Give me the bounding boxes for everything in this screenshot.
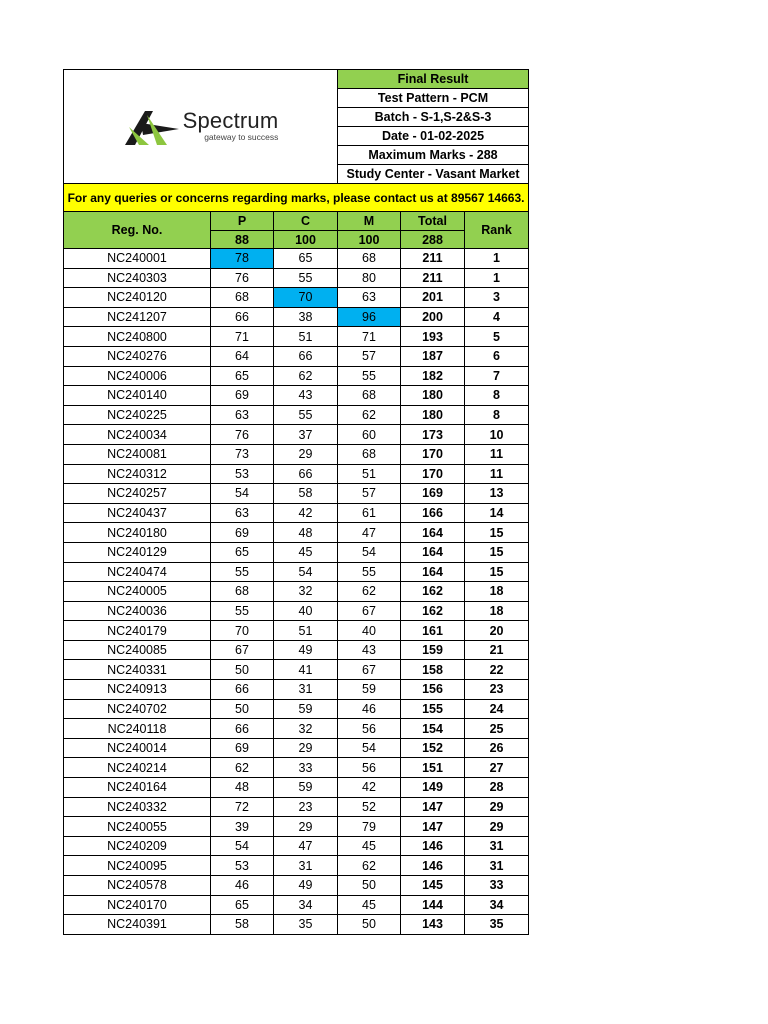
table-row <box>64 405 529 425</box>
maths-max: 100 <box>338 231 401 249</box>
rank-cell: 4 <box>465 307 529 327</box>
rank-cell: 15 <box>465 523 529 543</box>
rank-cell: 29 <box>465 797 529 817</box>
maths-cell: 67 <box>338 660 401 680</box>
physics-cell: 39 <box>211 817 274 837</box>
logo-area <box>64 70 338 184</box>
reg-no-cell: NC240001 <box>64 249 211 269</box>
study-center: Study Center - Vasant Market <box>338 165 529 184</box>
rank-cell: 11 <box>465 464 529 484</box>
physics-cell: 58 <box>211 915 274 935</box>
chemistry-cell: 40 <box>274 601 338 621</box>
total-cell: 180 <box>401 386 465 406</box>
maths-cell: 54 <box>338 738 401 758</box>
physics-cell: 76 <box>211 268 274 288</box>
reg-no-cell: NC240702 <box>64 699 211 719</box>
reg-no-cell: NC240913 <box>64 680 211 700</box>
reg-no-cell: NC240179 <box>64 621 211 641</box>
chemistry-cell: 34 <box>274 895 338 915</box>
chemistry-cell: 29 <box>274 444 338 464</box>
rank-cell: 8 <box>465 405 529 425</box>
total-cell: 154 <box>401 719 465 739</box>
col-total: Total <box>401 212 465 231</box>
total-cell: 152 <box>401 738 465 758</box>
rank-cell: 15 <box>465 542 529 562</box>
rank-cell: 22 <box>465 660 529 680</box>
chemistry-cell: 48 <box>274 523 338 543</box>
table-row <box>64 895 529 915</box>
rank-cell: 31 <box>465 856 529 876</box>
physics-cell: 66 <box>211 307 274 327</box>
total-cell: 211 <box>401 268 465 288</box>
table-row <box>64 542 529 562</box>
maths-cell: 40 <box>338 621 401 641</box>
test-pattern: Test Pattern - PCM <box>338 89 529 108</box>
table-row <box>64 876 529 896</box>
total-cell: 173 <box>401 425 465 445</box>
reg-no-cell: NC240312 <box>64 464 211 484</box>
reg-no-cell: NC240036 <box>64 601 211 621</box>
rank-cell: 11 <box>465 444 529 464</box>
table-row <box>64 621 529 641</box>
chemistry-cell: 37 <box>274 425 338 445</box>
physics-cell: 66 <box>211 719 274 739</box>
table-row <box>64 249 529 269</box>
chemistry-cell: 70 <box>274 288 338 308</box>
batch-info: Batch - S-1,S-2&S-3 <box>338 108 529 127</box>
reg-no-cell: NC240005 <box>64 582 211 602</box>
physics-cell: 63 <box>211 503 274 523</box>
col-rank: Rank <box>465 212 529 249</box>
rank-cell: 20 <box>465 621 529 641</box>
rank-cell: 29 <box>465 817 529 837</box>
rank-cell: 13 <box>465 484 529 504</box>
reg-no-cell: NC240332 <box>64 797 211 817</box>
col-chemistry: C <box>274 212 338 231</box>
total-cell: 164 <box>401 542 465 562</box>
maths-cell: 60 <box>338 425 401 445</box>
table-row <box>64 327 529 347</box>
header-block <box>64 70 529 249</box>
reg-no-cell: NC240170 <box>64 895 211 915</box>
maths-cell: 57 <box>338 346 401 366</box>
physics-cell: 62 <box>211 758 274 778</box>
table-row <box>64 288 529 308</box>
rank-cell: 21 <box>465 640 529 660</box>
result-sheet <box>63 69 528 935</box>
chemistry-cell: 49 <box>274 876 338 896</box>
total-cell: 147 <box>401 797 465 817</box>
rank-cell: 34 <box>465 895 529 915</box>
rank-cell: 1 <box>465 249 529 269</box>
maths-cell: 42 <box>338 778 401 798</box>
table-row <box>64 425 529 445</box>
physics-cell: 50 <box>211 699 274 719</box>
table-row <box>64 680 529 700</box>
reg-no-cell: NC240209 <box>64 836 211 856</box>
chemistry-cell: 62 <box>274 366 338 386</box>
table-row <box>64 464 529 484</box>
maths-cell: 67 <box>338 601 401 621</box>
total-cell: 149 <box>401 778 465 798</box>
reg-no-cell: NC240164 <box>64 778 211 798</box>
total-cell: 162 <box>401 582 465 602</box>
maths-cell: 46 <box>338 699 401 719</box>
test-date: Date - 01-02-2025 <box>338 127 529 146</box>
maths-cell: 55 <box>338 366 401 386</box>
chemistry-cell: 49 <box>274 640 338 660</box>
rank-cell: 7 <box>465 366 529 386</box>
physics-cell: 48 <box>211 778 274 798</box>
total-cell: 180 <box>401 405 465 425</box>
table-row <box>64 660 529 680</box>
physics-cell: 67 <box>211 640 274 660</box>
table-row <box>64 601 529 621</box>
table-row <box>64 386 529 406</box>
maths-cell: 56 <box>338 758 401 778</box>
table-row <box>64 366 529 386</box>
spectrum-mark-icon <box>123 105 181 149</box>
rank-cell: 18 <box>465 582 529 602</box>
table-row <box>64 699 529 719</box>
physics-cell: 54 <box>211 484 274 504</box>
physics-cell: 65 <box>211 895 274 915</box>
rank-cell: 33 <box>465 876 529 896</box>
physics-cell: 78 <box>211 249 274 269</box>
physics-cell: 69 <box>211 523 274 543</box>
maths-cell: 61 <box>338 503 401 523</box>
table-row <box>64 778 529 798</box>
rank-cell: 5 <box>465 327 529 347</box>
maths-cell: 80 <box>338 268 401 288</box>
table-row <box>64 562 529 582</box>
table-row <box>64 738 529 758</box>
maths-cell: 51 <box>338 464 401 484</box>
maths-cell: 96 <box>338 307 401 327</box>
table-row <box>64 797 529 817</box>
physics-cell: 68 <box>211 288 274 308</box>
chemistry-cell: 31 <box>274 856 338 876</box>
rank-cell: 27 <box>465 758 529 778</box>
total-cell: 164 <box>401 523 465 543</box>
chemistry-cell: 59 <box>274 778 338 798</box>
brand-tagline: gateway to success <box>204 132 279 142</box>
rank-cell: 25 <box>465 719 529 739</box>
table-row <box>64 758 529 778</box>
chemistry-cell: 51 <box>274 621 338 641</box>
rank-cell: 35 <box>465 915 529 935</box>
reg-no-cell: NC240474 <box>64 562 211 582</box>
rank-cell: 1 <box>465 268 529 288</box>
physics-cell: 70 <box>211 621 274 641</box>
physics-cell: 46 <box>211 876 274 896</box>
reg-no-cell: NC240120 <box>64 288 211 308</box>
total-cell: 170 <box>401 444 465 464</box>
physics-cell: 55 <box>211 601 274 621</box>
maths-cell: 50 <box>338 915 401 935</box>
total-cell: 156 <box>401 680 465 700</box>
chemistry-cell: 55 <box>274 405 338 425</box>
maths-cell: 43 <box>338 640 401 660</box>
physics-cell: 50 <box>211 660 274 680</box>
table-row <box>64 268 529 288</box>
physics-cell: 53 <box>211 856 274 876</box>
final-result-title: Final Result <box>338 70 529 89</box>
total-cell: 201 <box>401 288 465 308</box>
total-cell: 158 <box>401 660 465 680</box>
result-rows <box>64 249 529 935</box>
chemistry-cell: 33 <box>274 758 338 778</box>
maths-cell: 47 <box>338 523 401 543</box>
chemistry-cell: 59 <box>274 699 338 719</box>
maths-cell: 63 <box>338 288 401 308</box>
reg-no-cell: NC240225 <box>64 405 211 425</box>
total-cell: 143 <box>401 915 465 935</box>
table-row <box>64 836 529 856</box>
total-max: 288 <box>401 231 465 249</box>
rank-cell: 6 <box>465 346 529 366</box>
maths-cell: 59 <box>338 680 401 700</box>
maths-cell: 50 <box>338 876 401 896</box>
chemistry-cell: 45 <box>274 542 338 562</box>
physics-cell: 65 <box>211 542 274 562</box>
physics-cell: 69 <box>211 738 274 758</box>
reg-no-cell: NC240129 <box>64 542 211 562</box>
col-maths: M <box>338 212 401 231</box>
table-row <box>64 484 529 504</box>
chemistry-cell: 66 <box>274 464 338 484</box>
reg-no-cell: NC240180 <box>64 523 211 543</box>
rank-cell: 24 <box>465 699 529 719</box>
reg-no-cell: NC240578 <box>64 876 211 896</box>
reg-no-cell: NC240257 <box>64 484 211 504</box>
chemistry-cell: 32 <box>274 719 338 739</box>
physics-cell: 53 <box>211 464 274 484</box>
maths-cell: 55 <box>338 562 401 582</box>
rank-cell: 18 <box>465 601 529 621</box>
chemistry-cell: 66 <box>274 346 338 366</box>
physics-cell: 54 <box>211 836 274 856</box>
table-row <box>64 856 529 876</box>
chemistry-cell: 65 <box>274 249 338 269</box>
total-cell: 169 <box>401 484 465 504</box>
maths-cell: 62 <box>338 405 401 425</box>
total-cell: 146 <box>401 856 465 876</box>
reg-no-cell: NC240081 <box>64 444 211 464</box>
total-cell: 151 <box>401 758 465 778</box>
physics-cell: 64 <box>211 346 274 366</box>
total-cell: 162 <box>401 601 465 621</box>
reg-no-cell: NC240085 <box>64 640 211 660</box>
table-row <box>64 915 529 935</box>
reg-no-cell: NC240055 <box>64 817 211 837</box>
contact-notice: For any queries or concerns regarding marks, please contact us at 89567 14663. <box>64 184 529 212</box>
reg-no-cell: NC240331 <box>64 660 211 680</box>
chemistry-cell: 58 <box>274 484 338 504</box>
reg-no-cell: NC240118 <box>64 719 211 739</box>
physics-max: 88 <box>211 231 274 249</box>
physics-cell: 55 <box>211 562 274 582</box>
maths-cell: 68 <box>338 386 401 406</box>
chemistry-cell: 35 <box>274 915 338 935</box>
maths-cell: 45 <box>338 836 401 856</box>
reg-no-cell: NC240303 <box>64 268 211 288</box>
maths-cell: 57 <box>338 484 401 504</box>
table-row <box>64 817 529 837</box>
rank-cell: 10 <box>465 425 529 445</box>
chemistry-cell: 38 <box>274 307 338 327</box>
table-row <box>64 346 529 366</box>
rank-cell: 23 <box>465 680 529 700</box>
physics-cell: 71 <box>211 327 274 347</box>
rank-cell: 15 <box>465 562 529 582</box>
table-row <box>64 719 529 739</box>
table-row <box>64 307 529 327</box>
chemistry-cell: 32 <box>274 582 338 602</box>
maths-cell: 62 <box>338 856 401 876</box>
total-cell: 170 <box>401 464 465 484</box>
table-row <box>64 444 529 464</box>
result-table <box>63 69 529 935</box>
physics-cell: 73 <box>211 444 274 464</box>
chemistry-max: 100 <box>274 231 338 249</box>
chemistry-cell: 42 <box>274 503 338 523</box>
total-cell: 144 <box>401 895 465 915</box>
physics-cell: 65 <box>211 366 274 386</box>
physics-cell: 66 <box>211 680 274 700</box>
reg-no-cell: NC240391 <box>64 915 211 935</box>
chemistry-cell: 55 <box>274 268 338 288</box>
col-reg-no: Reg. No. <box>64 212 211 249</box>
physics-cell: 72 <box>211 797 274 817</box>
rank-cell: 3 <box>465 288 529 308</box>
total-cell: 211 <box>401 249 465 269</box>
total-cell: 200 <box>401 307 465 327</box>
maximum-marks: Maximum Marks - 288 <box>338 146 529 165</box>
total-cell: 187 <box>401 346 465 366</box>
reg-no-cell: NC240034 <box>64 425 211 445</box>
chemistry-cell: 54 <box>274 562 338 582</box>
physics-cell: 69 <box>211 386 274 406</box>
physics-cell: 63 <box>211 405 274 425</box>
total-cell: 159 <box>401 640 465 660</box>
chemistry-cell: 23 <box>274 797 338 817</box>
reg-no-cell: NC240095 <box>64 856 211 876</box>
reg-no-cell: NC240140 <box>64 386 211 406</box>
chemistry-cell: 47 <box>274 836 338 856</box>
reg-no-cell: NC240800 <box>64 327 211 347</box>
brand-name: Spectrum <box>182 108 279 133</box>
maths-cell: 71 <box>338 327 401 347</box>
rank-cell: 8 <box>465 386 529 406</box>
maths-cell: 68 <box>338 444 401 464</box>
total-cell: 155 <box>401 699 465 719</box>
table-row <box>64 582 529 602</box>
chemistry-cell: 31 <box>274 680 338 700</box>
table-row <box>64 503 529 523</box>
reg-no-cell: NC240006 <box>64 366 211 386</box>
maths-cell: 56 <box>338 719 401 739</box>
physics-cell: 76 <box>211 425 274 445</box>
total-cell: 182 <box>401 366 465 386</box>
rank-cell: 14 <box>465 503 529 523</box>
chemistry-cell: 51 <box>274 327 338 347</box>
total-cell: 166 <box>401 503 465 523</box>
maths-cell: 52 <box>338 797 401 817</box>
total-cell: 147 <box>401 817 465 837</box>
maths-cell: 68 <box>338 249 401 269</box>
spectrum-logo <box>64 105 337 149</box>
total-cell: 164 <box>401 562 465 582</box>
reg-no-cell: NC240214 <box>64 758 211 778</box>
total-cell: 161 <box>401 621 465 641</box>
total-cell: 145 <box>401 876 465 896</box>
physics-cell: 68 <box>211 582 274 602</box>
chemistry-cell: 43 <box>274 386 338 406</box>
maths-cell: 45 <box>338 895 401 915</box>
maths-cell: 54 <box>338 542 401 562</box>
chemistry-cell: 29 <box>274 738 338 758</box>
reg-no-cell: NC241207 <box>64 307 211 327</box>
chemistry-cell: 29 <box>274 817 338 837</box>
reg-no-cell: NC240276 <box>64 346 211 366</box>
rank-cell: 28 <box>465 778 529 798</box>
reg-no-cell: NC240437 <box>64 503 211 523</box>
maths-cell: 62 <box>338 582 401 602</box>
reg-no-cell: NC240014 <box>64 738 211 758</box>
table-row <box>64 523 529 543</box>
maths-cell: 79 <box>338 817 401 837</box>
rank-cell: 26 <box>465 738 529 758</box>
chemistry-cell: 41 <box>274 660 338 680</box>
total-cell: 193 <box>401 327 465 347</box>
col-physics: P <box>211 212 274 231</box>
table-row <box>64 640 529 660</box>
total-cell: 146 <box>401 836 465 856</box>
rank-cell: 31 <box>465 836 529 856</box>
